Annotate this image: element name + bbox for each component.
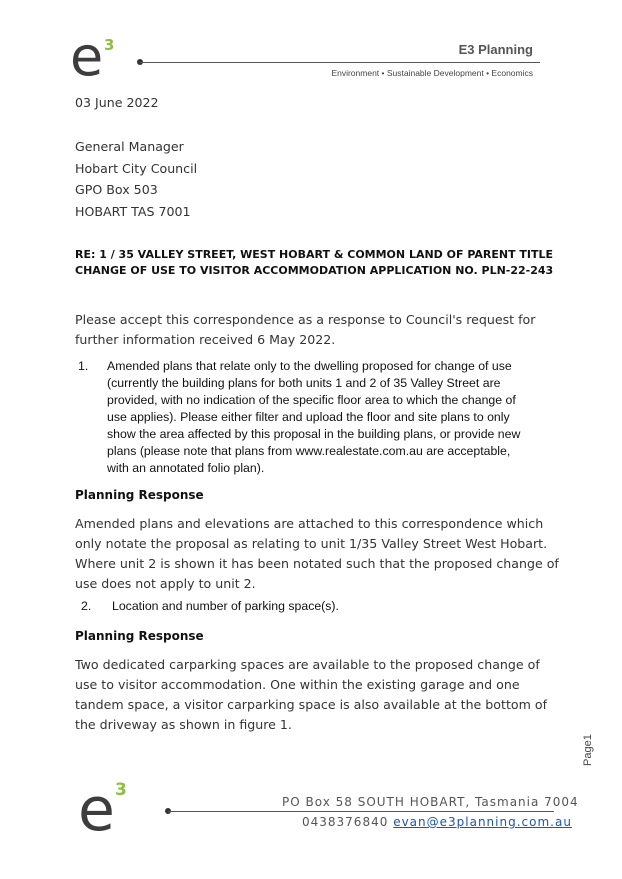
intro-line: further information received 6 May 2022. — [75, 332, 336, 347]
page-number: Page1 — [582, 734, 594, 766]
header — [0, 0, 622, 90]
recipient-line: Hobart City Council — [75, 160, 198, 176]
council-request-2 — [112, 598, 339, 615]
request-line: Amended plans that relate only to the dwelling proposed for change of use — [107, 359, 512, 373]
recipient-address — [75, 136, 197, 222]
company-logo — [70, 25, 104, 88]
intro-paragraph — [75, 310, 535, 350]
response-line: Two dedicated carparking spaces are available to the proposed change of — [75, 657, 540, 672]
request-line: with an annotated folio plan). — [107, 461, 265, 475]
response-line: use to visitor accommodation. One within the existing garage and one — [75, 677, 520, 692]
request-line: Location and number of parking space(s). — [112, 599, 339, 613]
footer-logo-superscript: 3 — [115, 780, 127, 800]
header-rule — [140, 62, 540, 63]
recipient-line: General Manager — [75, 139, 184, 154]
subject-line-1: RE: 1 / 35 VALLEY STREET, WEST HOBART & COMMON LAND OF PARENT TITLE — [75, 248, 554, 261]
footer-email-link[interactable]: evan@e3planning.com.au — [393, 815, 572, 829]
council-request-1 — [107, 358, 520, 477]
response-heading: Planning Response — [75, 629, 204, 643]
tagline: Environment • Sustainable Development • Economics — [331, 68, 533, 78]
subject-line — [75, 247, 553, 279]
subject-line-2: CHANGE OF USE TO VISITOR ACCOMMODATION APPLICATION NO. PLN-22-243 — [75, 264, 554, 277]
item-number: 2. — [81, 599, 92, 613]
intro-line: Please accept this correspondence as a response to Council's request for — [75, 312, 536, 327]
footer — [0, 770, 622, 879]
recipient-line: HOBART TAS 7001 — [75, 203, 191, 219]
footer-phone: 0438376840 — [302, 815, 389, 829]
brand-name: E3 Planning — [458, 42, 533, 57]
item-number: 1. — [78, 359, 89, 373]
response-line: Amended plans and elevations are attached to this correspondence which — [75, 516, 544, 531]
response-line: Where unit 2 is shown it has been notated such that the proposed change of — [75, 556, 559, 571]
footer-contact — [302, 815, 572, 829]
request-line: (currently the building plans for both units 1 and 2 of 35 Valley Street are — [107, 376, 501, 390]
request-line: show the area affected by this proposal in the building plans, or provide new — [107, 427, 521, 441]
footer-logo-letter: e — [78, 775, 115, 845]
letter-date: 03 June 2022 — [75, 95, 159, 110]
footer-rule — [168, 811, 554, 812]
logo-superscript: 3 — [104, 36, 115, 54]
response-line: only notate the proposal as relating to unit 1/35 Valley Street West Hobart. — [75, 536, 548, 551]
request-line: plans (please note that plans from www.realestate.com.au are acceptable, — [107, 444, 511, 458]
response-heading: Planning Response — [75, 488, 204, 502]
response-paragraph-2 — [75, 655, 547, 735]
response-line: the driveway as shown in figure 1. — [75, 717, 292, 732]
footer-address: PO Box 58 SOUTH HOBART, Tasmania 7004 — [282, 795, 579, 809]
recipient-line: GPO Box 503 — [75, 182, 158, 197]
footer-logo — [78, 775, 115, 845]
response-line: tandem space, a visitor carparking space is also available at the bottom of — [75, 697, 548, 712]
request-line: use applies). Please either filter and upload the floor and site plans to only — [107, 410, 510, 424]
logo-letter: e — [70, 25, 104, 88]
response-line: use does not apply to unit 2. — [75, 576, 256, 591]
request-line: provided, with no indication of the specific floor area to which the change of — [107, 393, 516, 407]
response-paragraph-1 — [75, 514, 559, 594]
